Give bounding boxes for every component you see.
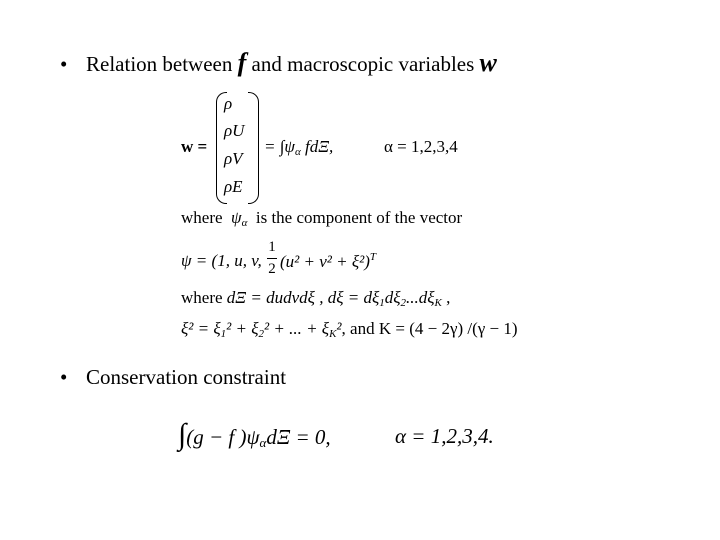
eq2-sub: α	[259, 435, 267, 450]
xi-squared-line	[181, 319, 518, 340]
xi-c: ² + ... + ξ	[264, 319, 330, 338]
xi-s1: 1	[220, 328, 227, 340]
bullet-relation	[60, 48, 497, 78]
where2-s1: 1	[379, 297, 385, 309]
bullet-text-b: and macroscopic variables	[251, 52, 475, 76]
psi-tail-main: (u² + v² + ξ²)	[280, 252, 370, 271]
eq1-rhs	[264, 137, 333, 158]
where2-c: ...dξ	[406, 288, 435, 307]
matrix-cell-rhoU: ρU	[224, 121, 245, 140]
eq1-rhs-main: = ∫ψ	[264, 137, 295, 156]
where2-a: dΞ = dudvdξ , dξ = dξ	[226, 288, 380, 307]
matrix-right-bracket	[248, 92, 259, 204]
psi-lhs: ψ = (1, u, v,	[181, 251, 262, 270]
eq1-lhs: w =	[181, 137, 208, 156]
eq2-tail: dΞ = 0,	[266, 425, 331, 449]
eq1-rhs-tail: fdΞ,	[304, 137, 334, 156]
matrix-cell-rho: ρ	[224, 94, 233, 113]
where1-text-a: where	[181, 208, 223, 227]
eq2-body: (g − f )ψ	[186, 425, 260, 449]
psi-frac-den: 2	[268, 261, 276, 277]
psi-frac-num: 1	[268, 239, 276, 255]
where2-sK: K	[434, 297, 442, 309]
bullet2-text: Conservation constraint	[86, 365, 287, 389]
xi-d: ²	[336, 319, 342, 338]
eq2-alpha: α = 1,2,3,4.	[395, 424, 494, 448]
where1-psi-sub: α	[241, 217, 248, 229]
where2-b: dξ	[384, 288, 401, 307]
bullet-dot: •	[60, 365, 68, 389]
where2-lead: where	[181, 288, 223, 307]
where2-d: ,	[441, 288, 451, 307]
xi-sK: K	[329, 328, 337, 340]
bullet-text-a: Relation between	[86, 52, 233, 76]
xi-s2: 2	[258, 328, 264, 340]
xi-e: , and K = (4 − 2γ) /(γ − 1)	[341, 319, 518, 338]
conservation-equation	[178, 418, 331, 452]
where1-text-b: is the component of the vector	[255, 208, 463, 227]
eq1-rhs-sub: α	[294, 146, 301, 158]
psi-frac-bar	[267, 258, 277, 259]
xi-b: ² + ξ	[226, 319, 259, 338]
where-differential-line	[181, 288, 450, 309]
eq1-alpha: α = 1,2,3,4	[384, 137, 458, 156]
where-component-line	[181, 208, 462, 229]
bullet-conservation	[60, 365, 286, 390]
integral-symbol: ∫	[178, 418, 187, 451]
bullet-dot: •	[60, 52, 68, 76]
matrix-cell-rhoE: ρE	[224, 177, 243, 196]
matrix-cell-rhoV: ρV	[224, 149, 243, 168]
psi-tail-sup: T	[369, 251, 377, 263]
psi-tail	[280, 251, 376, 272]
symbol-w: w	[479, 48, 497, 77]
where2-s2: 2	[400, 297, 407, 309]
where1-psi: ψ	[231, 208, 242, 227]
symbol-f: f	[237, 48, 247, 77]
xi-a: ξ² = ξ	[181, 319, 221, 338]
